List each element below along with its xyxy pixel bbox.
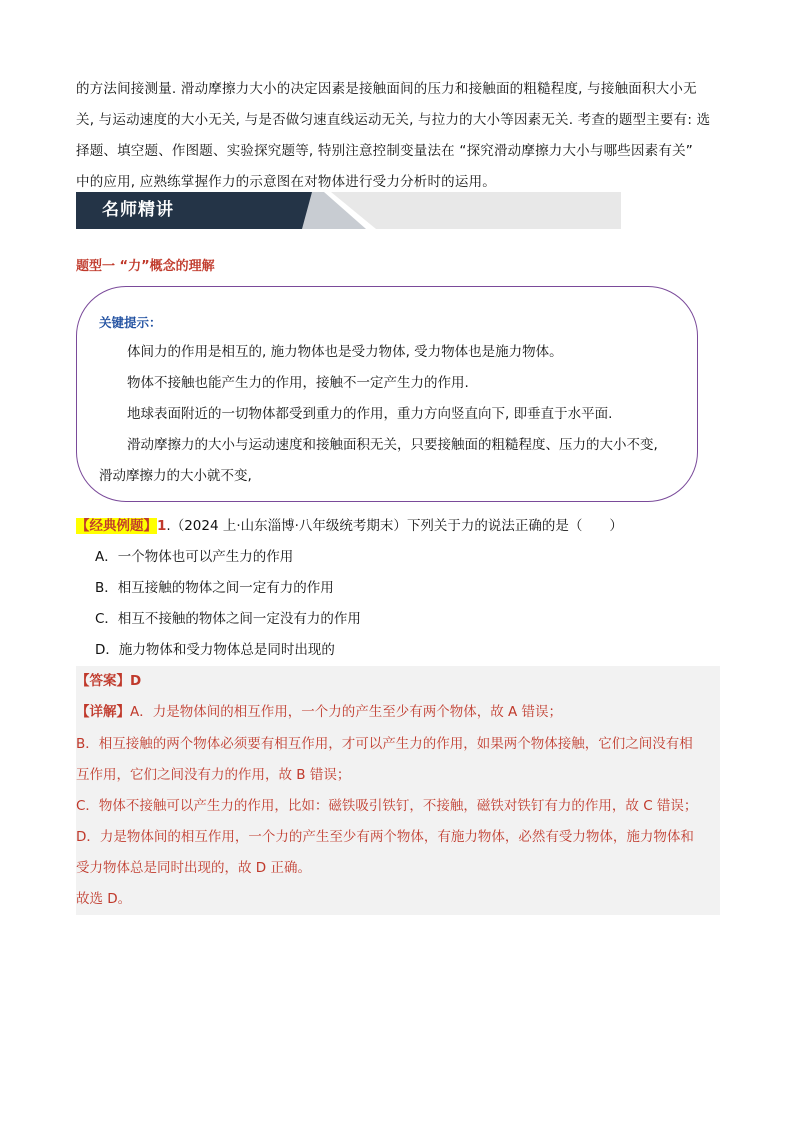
key-hint-line: 滑动摩擦力的大小与运动速度和接触面积无关，只要接触面的粗糙程度、压力的大小不变, xyxy=(127,437,658,453)
intro-line: 的方法间接测量. 滑动摩擦力大小的决定因素是接触面间的压力和接触面的粗糙程度, 与接触面积大小无 xyxy=(76,81,697,97)
detail-a-text: A．力是物体间的相互作用，一个力的产生至少有两个物体，故 A 错误； xyxy=(130,704,563,720)
conclusion-line: 故选 D。 xyxy=(76,891,132,907)
example-number: 1 xyxy=(157,518,167,534)
key-hint-line: 体间力的作用是相互的, 施力物体也是受力物体, 受力物体也是施力物体。 xyxy=(127,344,563,360)
intro-paragraph xyxy=(76,74,720,198)
key-hints-title: 关键提示： xyxy=(99,315,162,330)
banner-title: 名师精讲 xyxy=(102,200,174,220)
option-d: D．施力物体和受力物体总是同时出现的 xyxy=(95,642,335,658)
detail-d-line-2: 受力物体总是同时出现的，故 D 正确。 xyxy=(76,860,311,876)
detail-a-line xyxy=(76,700,562,724)
intro-line: 关, 与运动速度的大小无关, 与是否做匀速直线运动无关, 与拉力的大小等因素无关. 考查的题型主要有: 选 xyxy=(76,112,711,128)
answer-line xyxy=(76,669,141,693)
option-b: B．相互接触的物体之间一定有力的作用 xyxy=(95,580,334,596)
section-banner xyxy=(76,192,621,229)
answer-value: D xyxy=(130,673,142,689)
question-type-heading: 题型一 “力”概念的理解 xyxy=(76,259,215,274)
detail-d-line-1: D．力是物体间的相互作用，一个力的产生至少有两个物体，有施力物体，必然有受力物体，施力物体和 xyxy=(76,829,694,845)
detail-b-line-2: 互作用，它们之间没有力的作用，故 B 错误； xyxy=(76,767,351,783)
detail-b-line-1: B．相互接触的两个物体必须要有相互作用，才可以产生力的作用，如果两个物体接触，它们之间没有相 xyxy=(76,736,693,752)
intro-line: 择题、填空题、作图题、实验探究题等, 特别注意控制变量法在 “探究滑动摩擦力大小与哪些因素有关” xyxy=(76,143,693,159)
intro-line: 中的应用, 应熟练掌握作力的示意图在对物体进行受力分析时的运用。 xyxy=(76,174,496,190)
key-hints-box xyxy=(76,286,698,502)
key-hint-line: 滑动摩擦力的大小就不变, xyxy=(99,468,252,484)
detail-label: 【详解】 xyxy=(76,704,130,720)
example-question: 【经典例题】1.（2024 上·山东淄博·八年级统考期末）下列关于力的说法正确的是（ ） xyxy=(76,518,623,534)
example-tag: 【经典例题】 xyxy=(76,518,157,534)
detail-c-line: C．物体不接触可以产生力的作用，比如：磁铁吸引铁钉，不接触，磁铁对铁钉有力的作用，故 C 错误； xyxy=(76,798,698,814)
option-a: A．一个物体也可以产生力的作用 xyxy=(95,549,294,565)
example-question-text: 下列关于力的说法正确的是（ ） xyxy=(406,518,623,534)
example-source: （2024 上·山东淄博·八年级统考期末） xyxy=(170,518,407,534)
option-c: C．相互不接触的物体之间一定没有力的作用 xyxy=(95,611,361,627)
answer-label: 【答案】 xyxy=(76,673,130,689)
key-hint-line: 地球表面附近的一切物体都受到重力的作用，重力方向竖直向下, 即垂直于水平面. xyxy=(127,406,613,422)
key-hint-line: 物体不接触也能产生力的作用，接触不一定产生力的作用. xyxy=(127,375,469,391)
